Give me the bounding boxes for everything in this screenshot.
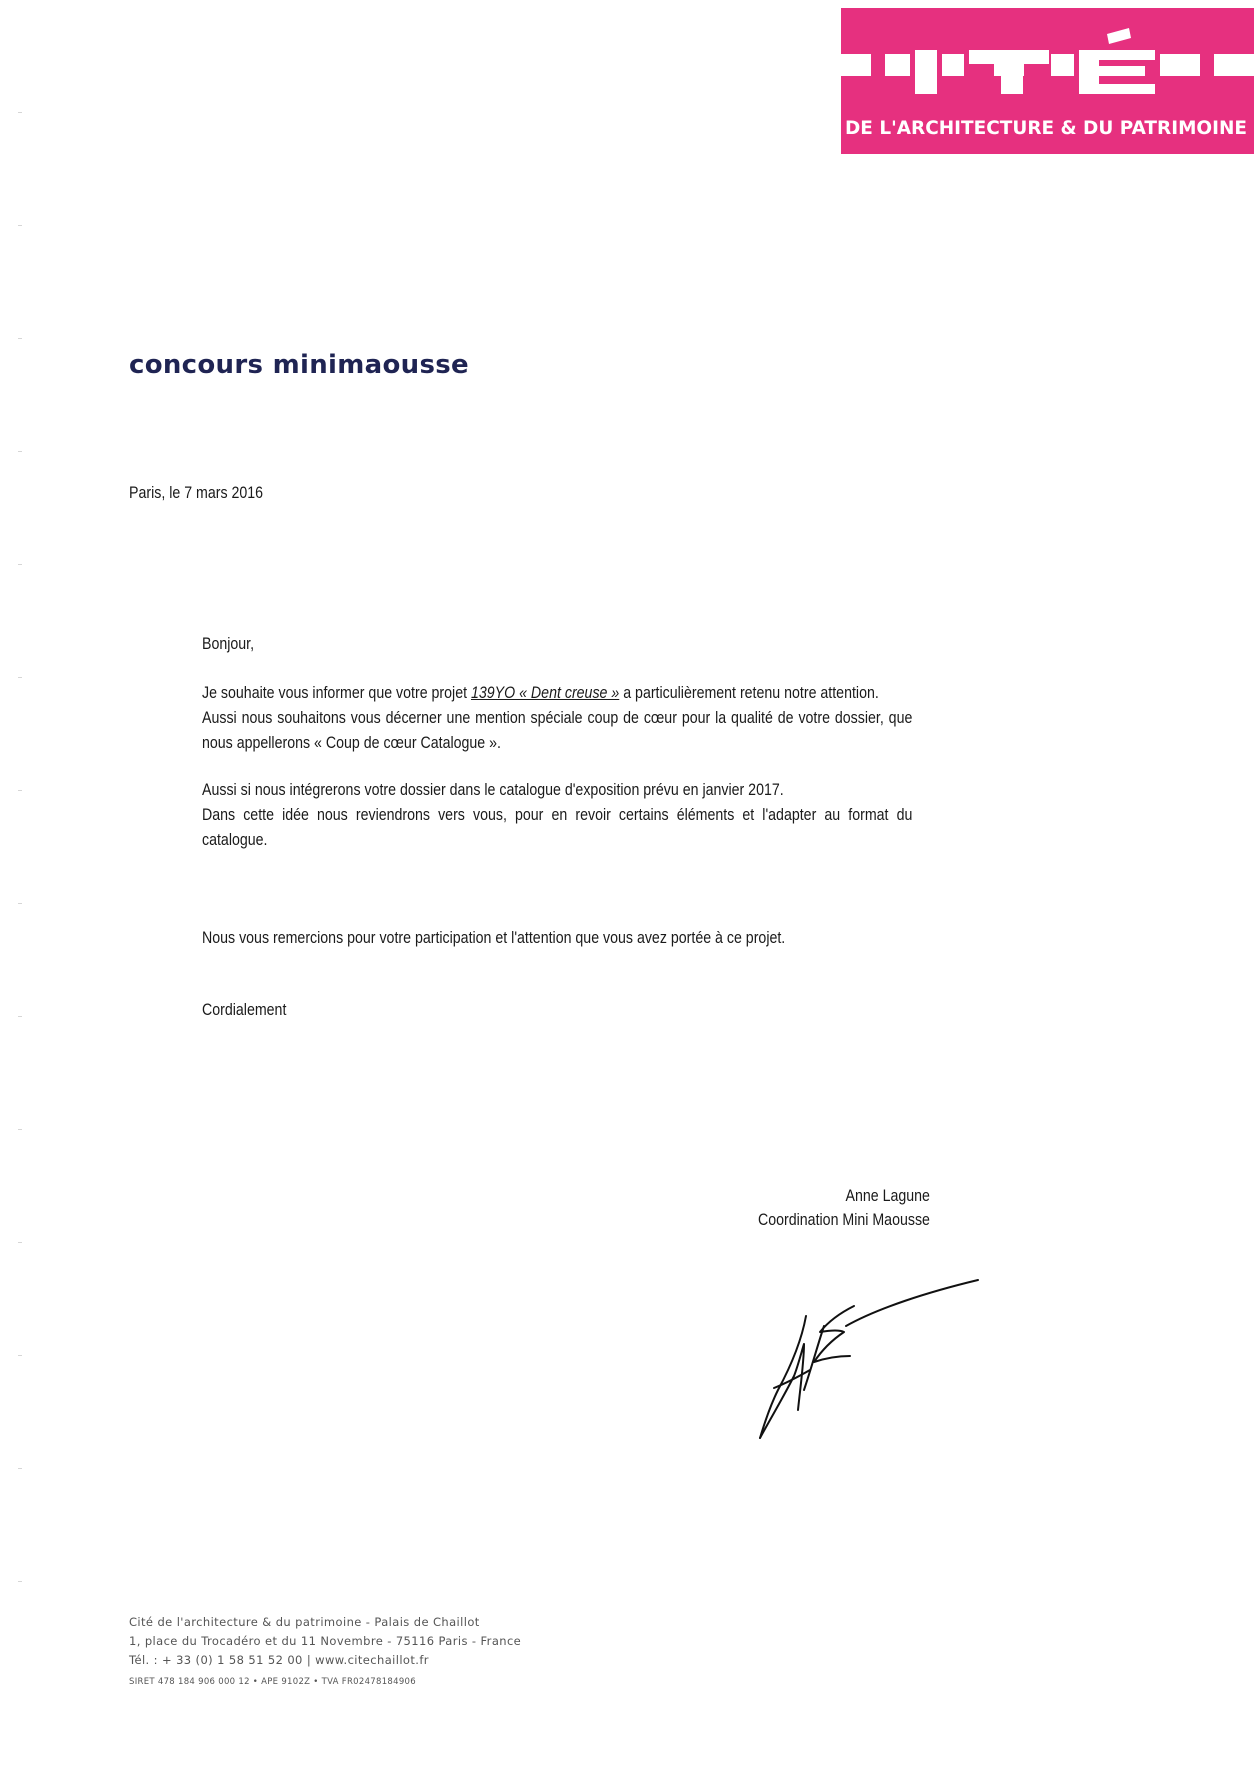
scan-mark [18, 338, 22, 339]
paragraph-2-line-3: catalogue. [202, 831, 268, 849]
paragraph-1-line-3: nous appellerons « Coup de cœur Catalogue ». [202, 734, 501, 752]
letter-date: Paris, le 7 mars 2016 [129, 484, 264, 502]
scan-mark [18, 1242, 22, 1243]
project-name: 139YO « Dent creuse » [470, 684, 620, 702]
footer-address-line-2: 1, place du Trocadéro et du 11 Novembre - 75116 Paris - France [129, 1634, 522, 1648]
scan-mark [18, 790, 22, 791]
footer [129, 1613, 521, 1687]
signer-name: Anne Lagune [845, 1187, 930, 1205]
scan-mark [18, 451, 22, 452]
scan-mark [18, 903, 22, 904]
paragraph-1-text-after: a particulièrement retenu notre attention. [619, 684, 879, 702]
page-title: concours minimaousse [129, 350, 469, 380]
signer-role: Coordination Mini Maousse [758, 1211, 930, 1229]
paragraph-1 [202, 681, 912, 756]
scan-mark [18, 1129, 22, 1130]
paragraph-1-line-2: Aussi nous souhaitons vous décerner une mention spéciale coup de cœur pour la qualité de votre dossier, que [202, 709, 913, 727]
scan-mark [18, 112, 22, 113]
scan-mark [18, 1016, 22, 1017]
signer-block [758, 1184, 930, 1232]
scan-mark [18, 677, 22, 678]
scan-mark [18, 225, 22, 226]
footer-legal-line: SIRET 478 184 906 000 12 • APE 9102Z • TVA FR02478184906 [129, 1677, 416, 1687]
closing-text: Cordialement [202, 1001, 287, 1019]
paragraph-2-line-1: Aussi si nous intégrerons votre dossier dans le catalogue d'exposition prévu en janvier 2017. [202, 781, 784, 799]
greeting: Bonjour, [202, 635, 255, 653]
scan-mark [18, 1468, 22, 1469]
scan-margin-marks [18, 0, 22, 1783]
paragraph-1-text: Je souhaite vous informer que votre projet [202, 684, 471, 702]
thanks-text: Nous vous remercions pour votre participation et l'attention que vous avez portée à ce projet. [202, 929, 786, 947]
cite-logo [841, 8, 1254, 154]
paragraph-2-line-2: Dans cette idée nous reviendrons vers vous, pour en revoir certains éléments et l'adapter au format du [202, 806, 913, 824]
footer-contact-line: Tél. : + 33 (0) 1 58 51 52 00 | www.citechaillot.fr [129, 1653, 429, 1667]
paragraph-1-line-1 [202, 681, 912, 706]
footer-address-line-1: Cité de l'architecture & du patrimoine - Palais de Chaillot [129, 1615, 480, 1629]
scan-mark [18, 1355, 22, 1356]
scan-mark [18, 1581, 22, 1582]
paragraph-2 [202, 778, 912, 853]
handwritten-signature [758, 1278, 980, 1442]
svg-text:DE L'ARCHITECTURE & DU PATRIMO: DE L'ARCHITECTURE & DU PATRIMOINE [845, 118, 1247, 139]
scan-mark [18, 564, 22, 565]
